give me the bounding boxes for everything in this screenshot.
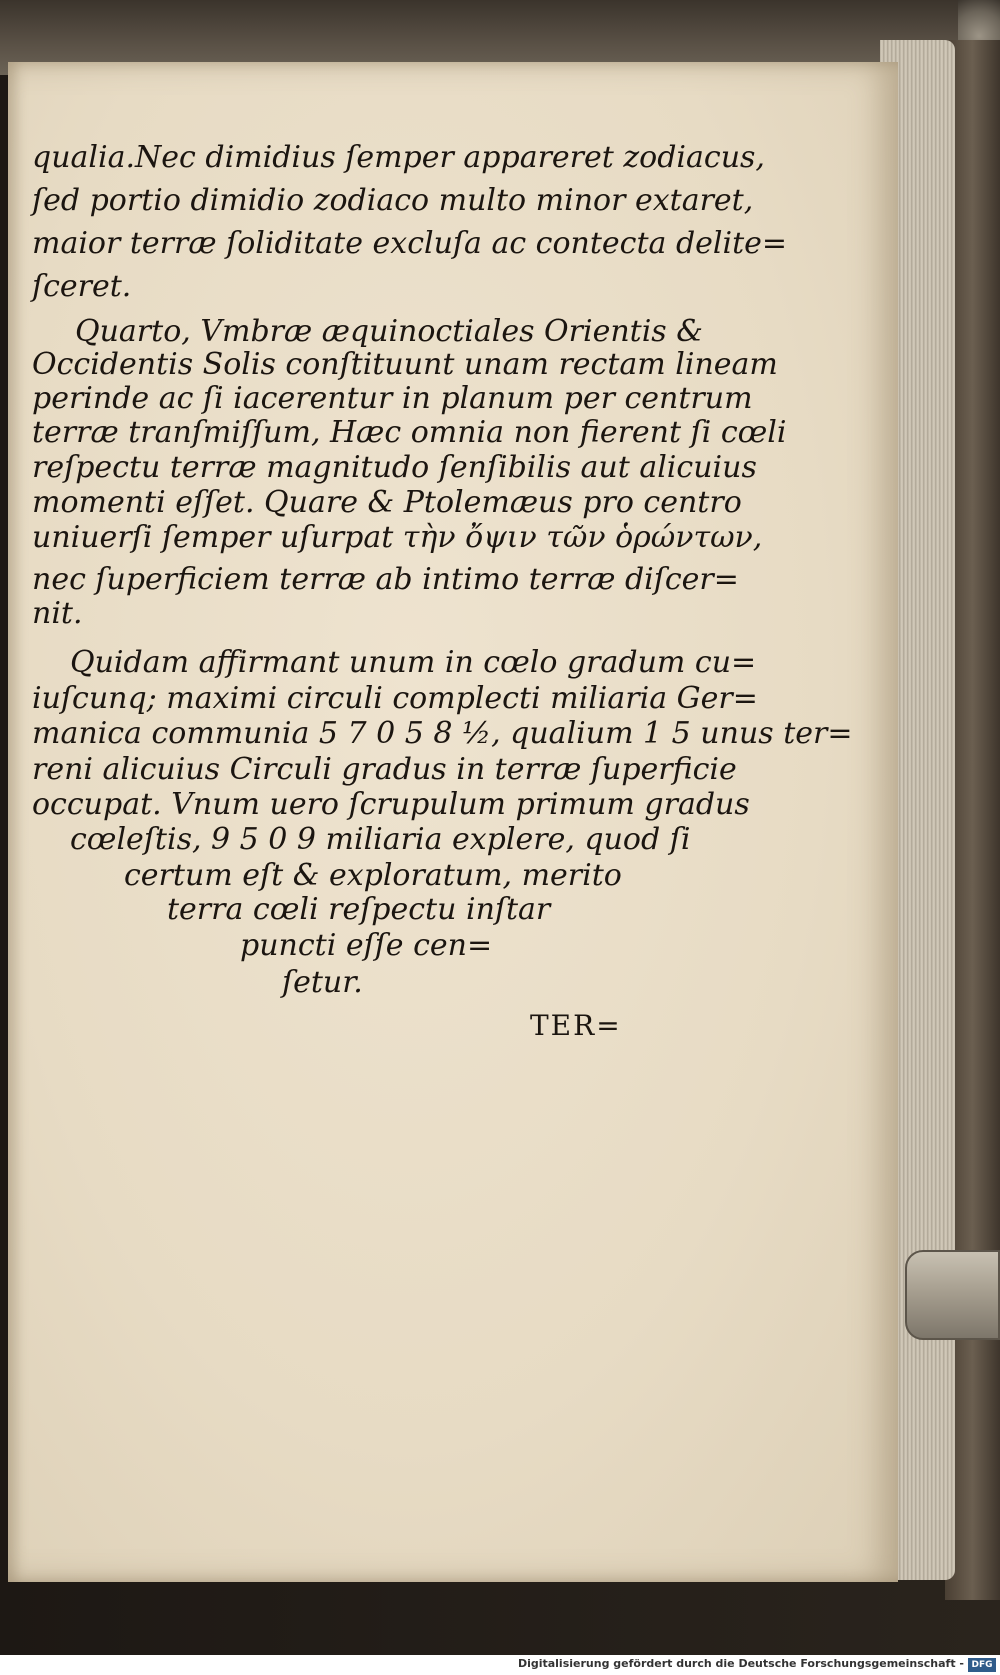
text-line: reni alicuius Circuli gradus in terræ ſuperficie bbox=[32, 752, 737, 787]
text-line: perinde ac ſi iacerentur in planum per centrum bbox=[32, 381, 753, 416]
text-line: terra cœli reſpectu inſtar bbox=[167, 892, 551, 927]
text-line: certum eſt & exploratum, merito bbox=[124, 858, 622, 893]
text-line: nec ſuperficiem terræ ab intimo terræ diſcer= bbox=[32, 562, 739, 597]
text-line: iuſcunq; maximi circuli complecti miliaria Ger= bbox=[32, 681, 758, 716]
text-line: puncti eſſe cen= bbox=[240, 928, 493, 963]
text-line: momenti eſſet. Quare & Ptolemæus pro centro bbox=[32, 485, 742, 520]
text-line: reſpectu terræ magnitudo ſenſibilis aut alicuius bbox=[32, 450, 757, 485]
text-line: uniuerſi ſemper uſurpat τὴν ὄψιν τῶν ὁρώντων, bbox=[32, 520, 763, 555]
footer-credit: Digitalisierung gefördert durch die Deutsche Forschungsgemeinschaft - bbox=[517, 1657, 964, 1670]
text-line: Occidentis Solis conſtituunt unam rectam lineam bbox=[32, 347, 778, 382]
text-line: ſceret. bbox=[32, 269, 132, 304]
text-line: cœleſtis, 9 5 0 9 miliaria explere, quod ſi bbox=[70, 822, 691, 857]
text-line: occupat. Vnum uero ſcrupulum primum gradus bbox=[32, 787, 750, 822]
dfg-logo: DFG bbox=[968, 1658, 996, 1672]
text-line: Quarto, Vmbræ æquinoctiales Orientis & bbox=[75, 314, 703, 349]
text-line: ſetur. bbox=[282, 965, 363, 1000]
text-line: ſed portio dimidio zodiaco multo minor extaret, bbox=[32, 183, 754, 218]
text-line: qualia.Nec dimidius ſemper appareret zodiacus, bbox=[32, 140, 765, 175]
catchword: TER= bbox=[530, 1009, 622, 1042]
text-line: nit. bbox=[32, 596, 83, 631]
text-line: manica communia 5 7 0 5 8 ½, qualium 1 5 unus ter= bbox=[32, 716, 853, 751]
text-line: Quidam affirmant unum in cœlo gradum cu= bbox=[70, 645, 757, 680]
text-line: terræ tranſmiſſum, Hæc omnia non fierent ſi cœli bbox=[32, 415, 787, 450]
digitization-footer bbox=[0, 1655, 1000, 1675]
text-line: maior terræ ſoliditate excluſa ac contecta delite= bbox=[32, 226, 788, 261]
